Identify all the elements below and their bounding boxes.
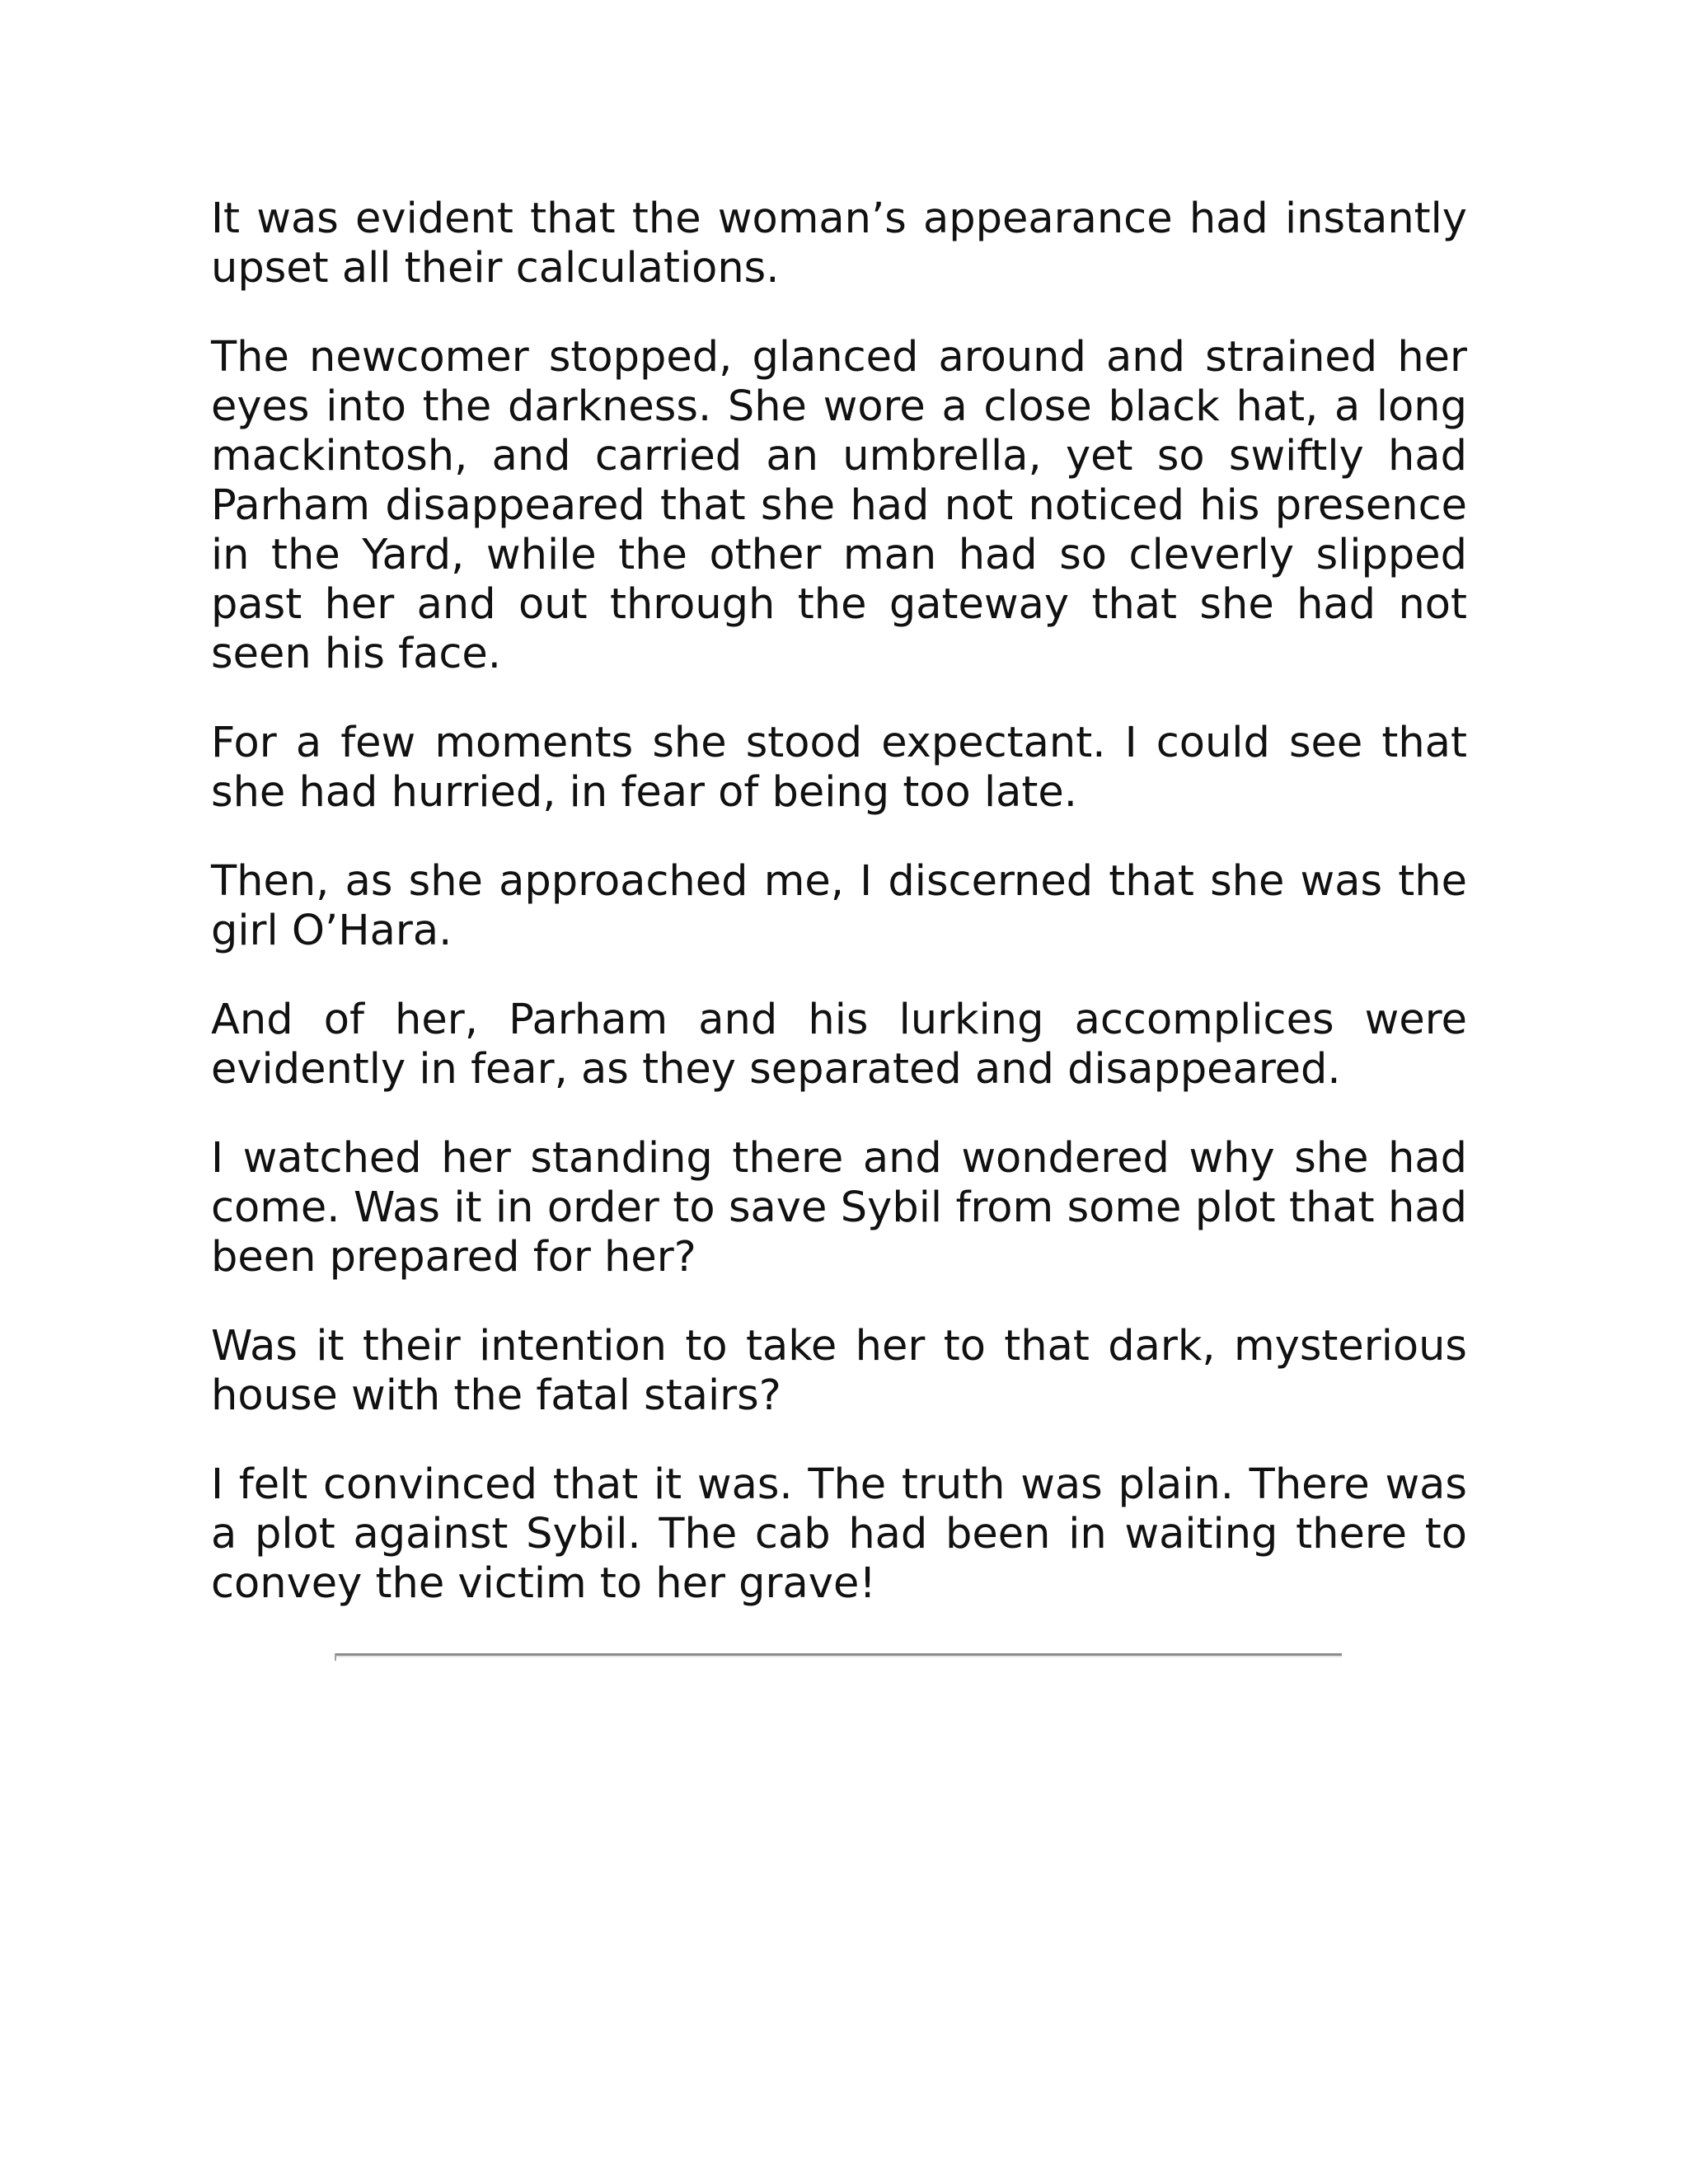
paragraph: It was evident that the woman’s appearance had instantly upset all their calculations. xyxy=(211,194,1467,293)
horizontal-rule xyxy=(335,1653,1342,1657)
paragraph: I felt convinced that it was. The truth was plain. There was a plot against Sybil. The cab had been in waiting there to convey the victim to her grave! xyxy=(211,1460,1467,1608)
paragraph: Was it their intention to take her to that dark, mysterious house with the fatal stairs? xyxy=(211,1322,1467,1420)
paragraph: The newcomer stopped, glanced around and strained her eyes into the darkness. She wore a close black hat, a long mackintosh, and carried an umbrella, yet so swiftly had Parham disappeared that she had not noticed his presence in the Yard, while the other man had so cleverly slipped past her and out through the gateway that she had not seen his face. xyxy=(211,333,1467,678)
paragraph: Then, as she approached me, I discerned that she was the girl O’Hara. xyxy=(211,857,1467,955)
paragraph: And of her, Parham and his lurking accomplices were evidently in fear, as they separated and disappeared. xyxy=(211,996,1467,1094)
paragraph: For a few moments she stood expectant. I could see that she had hurried, in fear of being too late. xyxy=(211,719,1467,817)
body-text xyxy=(211,194,1467,1609)
paragraph: I watched her standing there and wondered why she had come. Was it in order to save Sybil from some plot that had been prepared for her? xyxy=(211,1134,1467,1282)
